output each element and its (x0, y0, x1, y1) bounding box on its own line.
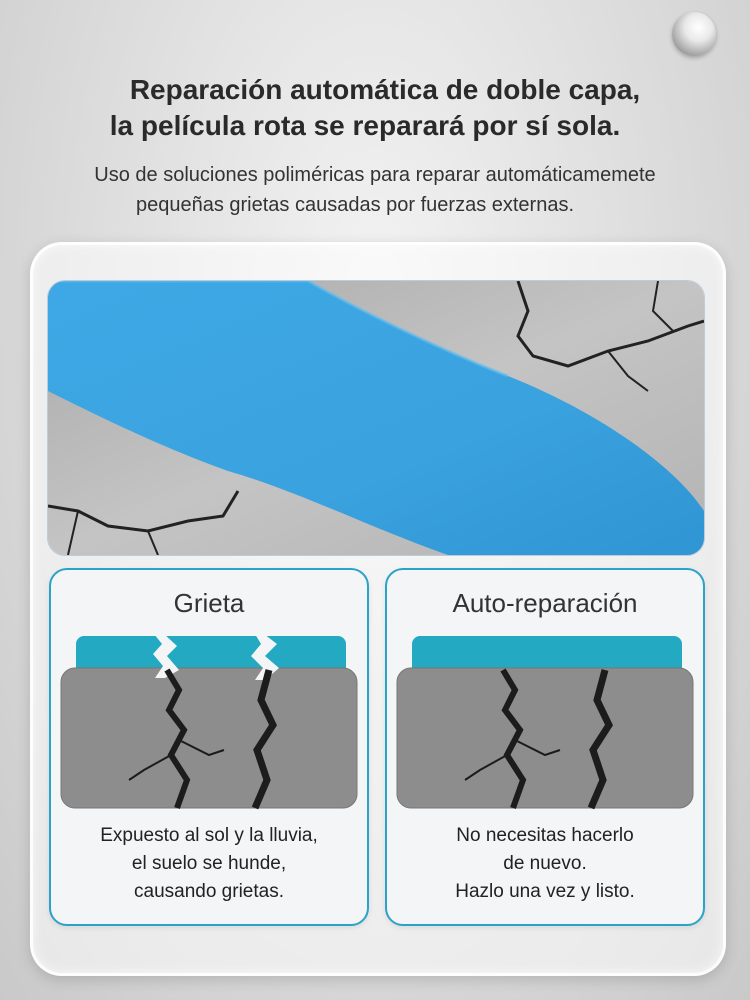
subtitle-line-2: pequeñas grietas causadas por fuerzas externas. (135, 194, 575, 216)
cracked-layer-illustration (59, 630, 359, 820)
subtitle-line-1: Uso de soluciones poliméricas para reparar automáticamemete (94, 164, 656, 186)
hero-image-cracked-concrete-with-membrane (47, 280, 705, 556)
crack-card (49, 568, 369, 926)
water-drop-icon (672, 12, 716, 56)
page-title (0, 72, 750, 144)
card-line: Expuesto al sol y la lluvia, (100, 825, 318, 846)
title-line-2: la película rota se reparará por sí sola. (109, 110, 621, 141)
self-repair-card (385, 568, 705, 926)
concrete-block (61, 668, 357, 808)
card-line: causando grietas. (134, 881, 284, 902)
card-line: No necesitas hacerlo (456, 825, 634, 846)
repaired-layer-illustration (395, 630, 695, 820)
title-line-1: Reparación automática de doble capa, (129, 74, 641, 105)
hero-illustration (48, 281, 704, 555)
page-subtitle (0, 160, 750, 220)
card-description (387, 822, 703, 906)
card-title: Auto-reparación (452, 588, 638, 618)
card-line: Hazlo una vez y listo. (455, 881, 635, 902)
card-description (51, 822, 367, 906)
card-line: de nuevo. (503, 853, 587, 874)
concrete-block (397, 668, 693, 808)
card-title: Grieta (173, 588, 245, 618)
card-line: el suelo se hunde, (131, 853, 287, 874)
